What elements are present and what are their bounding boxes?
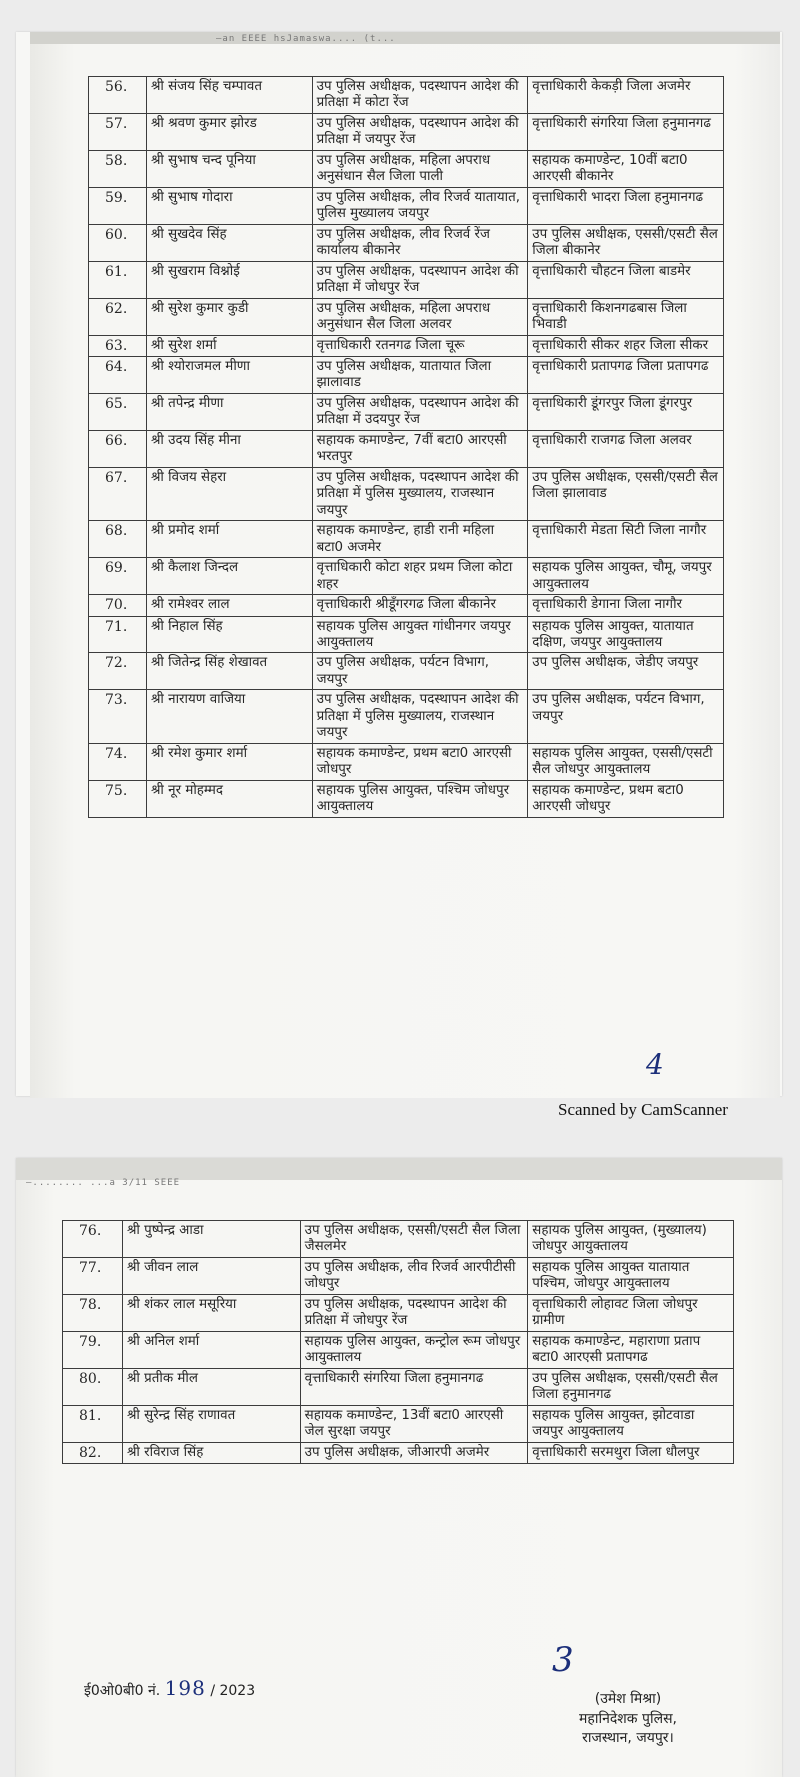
current-posting: उप पुलिस अधीक्षक, जीआरपी अजमेर [300, 1442, 528, 1463]
new-posting: सहायक कमाण्डेन्ट, महाराणा प्रताप बटा0 आरएसी प्रतापगढ [528, 1331, 734, 1368]
officer-name: श्री श्योराजमल मीणा [146, 357, 312, 394]
officer-name: श्री निहाल सिंह [146, 616, 312, 653]
serial-number: 82. [63, 1442, 123, 1463]
officer-name: श्री सुरेन्द्र सिंह राणावत [122, 1405, 300, 1442]
new-posting: वृत्ताधिकारी राजगढ जिला अलवर [528, 430, 724, 467]
current-posting: उप पुलिस अधीक्षक, पदस्थापन आदेश की प्रतिक्षा में उदयपुर रेंज [312, 393, 528, 430]
table-row [89, 335, 724, 356]
current-posting: उप पुलिस अधीक्षक, लीव रिजर्व यातायात, पुलिस मुख्यालय जयपुर [312, 187, 528, 224]
current-posting: उप पुलिस अधीक्षक, पर्यटन विभाग, जयपुर [312, 653, 528, 690]
table-row [89, 298, 724, 335]
page-number-mark: 4 [646, 1048, 664, 1081]
current-posting: सहायक कमाण्डेन्ट, 7वीं बटा0 आरएसी भरतपुर [312, 430, 528, 467]
serial-number: 60. [89, 224, 147, 261]
new-posting: उप पुलिस अधीक्षक, एससी/एसटी सैल जिला बीकानेर [528, 224, 724, 261]
new-posting: वृत्ताधिकारी प्रतापगढ जिला प्रतापगढ [528, 357, 724, 394]
table-row [89, 187, 724, 224]
table-row [63, 1221, 734, 1258]
serial-number: 72. [89, 653, 147, 690]
officer-name: श्री सुखराम विश्नोई [146, 261, 312, 298]
signatory-block [538, 1690, 718, 1749]
serial-number: 64. [89, 357, 147, 394]
new-posting: उप पुलिस अधीक्षक, पर्यटन विभाग, जयपुर [528, 690, 724, 743]
page-top-edge [16, 1158, 782, 1180]
header-scrawl: —........ ...a 3/11 SEEE [26, 1178, 181, 1188]
serial-number: 66. [89, 430, 147, 467]
order-ref-year: / 2023 [210, 1683, 256, 1699]
current-posting: सहायक कमाण्डेन्ट, प्रथम बटा0 आरएसी जोधपुर [312, 743, 528, 780]
serial-number: 67. [89, 467, 147, 520]
new-posting: वृत्ताधिकारी सीकर शहर जिला सीकर [528, 335, 724, 356]
serial-number: 63. [89, 335, 147, 356]
serial-number: 68. [89, 521, 147, 558]
table-row [89, 430, 724, 467]
table-row [89, 261, 724, 298]
new-posting: वृत्ताधिकारी डेगाना जिला नागौर [528, 595, 724, 616]
current-posting: उप पुलिस अधीक्षक, लीव रिजर्व रेंज कार्यालय बीकानेर [312, 224, 528, 261]
order-ref-number: 198 [164, 1676, 206, 1700]
new-posting: वृत्ताधिकारी भादरा जिला हनुमानगढ [528, 187, 724, 224]
new-posting: उप पुलिस अधीक्षक, एससी/एसटी सैल जिला हनुमानगढ [528, 1368, 734, 1405]
table-row [89, 558, 724, 595]
current-posting: वृत्ताधिकारी संगरिया जिला हनुमानगढ [300, 1368, 528, 1405]
new-posting: वृत्ताधिकारी किशनगढबास जिला भिवाडी [528, 298, 724, 335]
table-row [89, 595, 724, 616]
officer-name: श्री कैलाश जिन्दल [146, 558, 312, 595]
table-row [89, 653, 724, 690]
current-posting: वृत्ताधिकारी कोटा शहर प्रथम जिला कोटा शहर [312, 558, 528, 595]
current-posting: उप पुलिस अधीक्षक, पदस्थापन आदेश की प्रतिक्षा में पुलिस मुख्यालय, राजस्थान जयपुर [312, 690, 528, 743]
table-row [89, 150, 724, 187]
officer-name: श्री नारायण वाजिया [146, 690, 312, 743]
new-posting: सहायक पुलिस आयुक्त यातायात पश्चिम, जोधपुर आयुक्तालय [528, 1257, 734, 1294]
officer-name: श्री सुभाष चन्द पूनिया [146, 150, 312, 187]
officer-name: श्री उदय सिंह मीना [146, 430, 312, 467]
current-posting: वृत्ताधिकारी श्रीडूँगरगढ जिला बीकानेर [312, 595, 528, 616]
serial-number: 56. [89, 77, 147, 114]
serial-number: 80. [63, 1368, 123, 1405]
order-ref-label: ई0ओ0बी0 नं. [84, 1683, 161, 1699]
signatory-title: महानिदेशक पुलिस, [579, 1710, 677, 1727]
current-posting: उप पुलिस अधीक्षक, महिला अपराध अनुसंधान सैल जिला पाली [312, 150, 528, 187]
officer-name: श्री प्रतीक मील [122, 1368, 300, 1405]
officer-name: श्री जितेन्द्र सिंह शेखावत [146, 653, 312, 690]
new-posting: सहायक पुलिस आयुक्त, (मुख्यालय) जोधपुर आयुक्तालय [528, 1221, 734, 1258]
new-posting: सहायक कमाण्डेन्ट, प्रथम बटा0 आरएसी जोधपुर [528, 780, 724, 817]
serial-number: 81. [63, 1405, 123, 1442]
officer-name: श्री पुष्पेन्द्र आडा [122, 1221, 300, 1258]
scanner-watermark: Scanned by CamScanner [558, 1100, 728, 1119]
new-posting: उप पुलिस अधीक्षक, जेडीए जयपुर [528, 653, 724, 690]
signatory-place: राजस्थान, जयपुर। [582, 1730, 674, 1747]
current-posting: सहायक पुलिस आयुक्त गांधीनगर जयपुर आयुक्तालय [312, 616, 528, 653]
new-posting: सहायक पुलिस आयुक्त, एससी/एसटी सैल जोधपुर आयुक्तालय [528, 743, 724, 780]
page-top-edge [30, 32, 780, 44]
serial-number: 59. [89, 187, 147, 224]
officer-name: श्री तपेन्द्र मीणा [146, 393, 312, 430]
serial-number: 65. [89, 393, 147, 430]
signatory-name: (उमेश मिश्रा) [594, 1691, 662, 1707]
table-row [89, 743, 724, 780]
new-posting: वृत्ताधिकारी केकड़ी जिला अजमेर [528, 77, 724, 114]
current-posting: उप पुलिस अधीक्षक, पदस्थापन आदेश की प्रतिक्षा में जयपुर रेंज [312, 113, 528, 150]
officer-name: श्री रविराज सिंह [122, 1442, 300, 1463]
new-posting: वृत्ताधिकारी सरमथुरा जिला धौलपुर [528, 1442, 734, 1463]
current-posting: उप पुलिस अधीक्षक, लीव रिजर्व आरपीटीसी जोधपुर [300, 1257, 528, 1294]
new-posting: सहायक कमाण्डेन्ट, 10वीं बटा0 आरएसी बीकानेर [528, 150, 724, 187]
table-row [63, 1442, 734, 1463]
current-posting: सहायक पुलिस आयुक्त, पश्चिम जोधपुर आयुक्तालय [312, 780, 528, 817]
signature-mark: 3 [552, 1640, 574, 1680]
officer-name: श्री शंकर लाल मसूरिया [122, 1294, 300, 1331]
table-row [89, 690, 724, 743]
current-posting: सहायक कमाण्डेन्ट, 13वीं बटा0 आरएसी जेल सुरक्षा जयपुर [300, 1405, 528, 1442]
serial-number: 78. [63, 1294, 123, 1331]
new-posting: वृत्ताधिकारी मेडता सिटी जिला नागौर [528, 521, 724, 558]
new-posting: वृत्ताधिकारी चौहटन जिला बाडमेर [528, 261, 724, 298]
officer-name: श्री रमेश कुमार शर्मा [146, 743, 312, 780]
table-row [63, 1257, 734, 1294]
officer-name: श्री विजय सेहरा [146, 467, 312, 520]
table-row [89, 357, 724, 394]
current-posting: उप पुलिस अधीक्षक, पदस्थापन आदेश की प्रतिक्षा में कोटा रेंज [312, 77, 528, 114]
table-row [63, 1405, 734, 1442]
order-reference [84, 1676, 255, 1700]
table-row [89, 616, 724, 653]
serial-number: 69. [89, 558, 147, 595]
serial-number: 62. [89, 298, 147, 335]
table-row [89, 393, 724, 430]
serial-number: 77. [63, 1257, 123, 1294]
current-posting: वृत्ताधिकारी रतनगढ जिला चूरू [312, 335, 528, 356]
current-posting: सहायक कमाण्डेन्ट, हाडी रानी महिला बटा0 अजमेर [312, 521, 528, 558]
serial-number: 57. [89, 113, 147, 150]
serial-number: 74. [89, 743, 147, 780]
current-posting: उप पुलिस अधीक्षक, महिला अपराध अनुसंधान सैल जिला अलवर [312, 298, 528, 335]
serial-number: 76. [63, 1221, 123, 1258]
officer-name: श्री सुरेश कुमार कुडी [146, 298, 312, 335]
serial-number: 70. [89, 595, 147, 616]
officer-name: श्री प्रमोद शर्मा [146, 521, 312, 558]
serial-number: 75. [89, 780, 147, 817]
table-row [89, 521, 724, 558]
current-posting: उप पुलिस अधीक्षक, पदस्थापन आदेश की प्रतिक्षा में जोधपुर रेंज [300, 1294, 528, 1331]
officer-name: श्री नूर मोहम्मद [146, 780, 312, 817]
officer-name: श्री जीवन लाल [122, 1257, 300, 1294]
table-row [63, 1368, 734, 1405]
serial-number: 61. [89, 261, 147, 298]
current-posting: उप पुलिस अधीक्षक, पदस्थापन आदेश की प्रतिक्षा में पुलिस मुख्यालय, राजस्थान जयपुर [312, 467, 528, 520]
serial-number: 58. [89, 150, 147, 187]
table-row [89, 224, 724, 261]
new-posting: सहायक पुलिस आयुक्त, यातायात दक्षिण, जयपुर आयुक्तालय [528, 616, 724, 653]
new-posting: उप पुलिस अधीक्षक, एससी/एसटी सैल जिला झालावाड [528, 467, 724, 520]
officer-name: श्री सुभाष गोदारा [146, 187, 312, 224]
officer-name: श्री संजय सिंह चम्पावत [146, 77, 312, 114]
table-row [89, 113, 724, 150]
officer-name: श्री रामेश्वर लाल [146, 595, 312, 616]
serial-number: 79. [63, 1331, 123, 1368]
table-row [63, 1294, 734, 1331]
table-row [89, 780, 724, 817]
new-posting: वृत्ताधिकारी संगरिया जिला हनुमानगढ [528, 113, 724, 150]
current-posting: उप पुलिस अधीक्षक, यातायात जिला झालावाड [312, 357, 528, 394]
current-posting: उप पुलिस अधीक्षक, एससी/एसटी सैल जिला जैसलमेर [300, 1221, 528, 1258]
officer-name: श्री अनिल शर्मा [122, 1331, 300, 1368]
serial-number: 71. [89, 616, 147, 653]
transfer-table-2 [62, 1220, 734, 1464]
new-posting: वृत्ताधिकारी लोहावट जिला जोधपुर ग्रामीण [528, 1294, 734, 1331]
new-posting: सहायक पुलिस आयुक्त, झोटवाडा जयपुर आयुक्तालय [528, 1405, 734, 1442]
transfer-table-1 [88, 76, 724, 818]
officer-name: श्री श्रवण कुमार झोरड [146, 113, 312, 150]
officer-name: श्री सुखदेव सिंह [146, 224, 312, 261]
current-posting: उप पुलिस अधीक्षक, पदस्थापन आदेश की प्रतिक्षा में जोधपुर रेंज [312, 261, 528, 298]
officer-name: श्री सुरेश शर्मा [146, 335, 312, 356]
header-scrawl: —an EEEE hsJamaswa.... (t... [216, 34, 396, 44]
table-row [89, 77, 724, 114]
current-posting: सहायक पुलिस आयुक्त, कन्ट्रोल रूम जोधपुर आयुक्तालय [300, 1331, 528, 1368]
new-posting: वृत्ताधिकारी डूंगरपुर जिला डूंगरपुर [528, 393, 724, 430]
table-row [63, 1331, 734, 1368]
table-row [89, 467, 724, 520]
serial-number: 73. [89, 690, 147, 743]
new-posting: सहायक पुलिस आयुक्त, चौमू, जयपुर आयुक्तालय [528, 558, 724, 595]
